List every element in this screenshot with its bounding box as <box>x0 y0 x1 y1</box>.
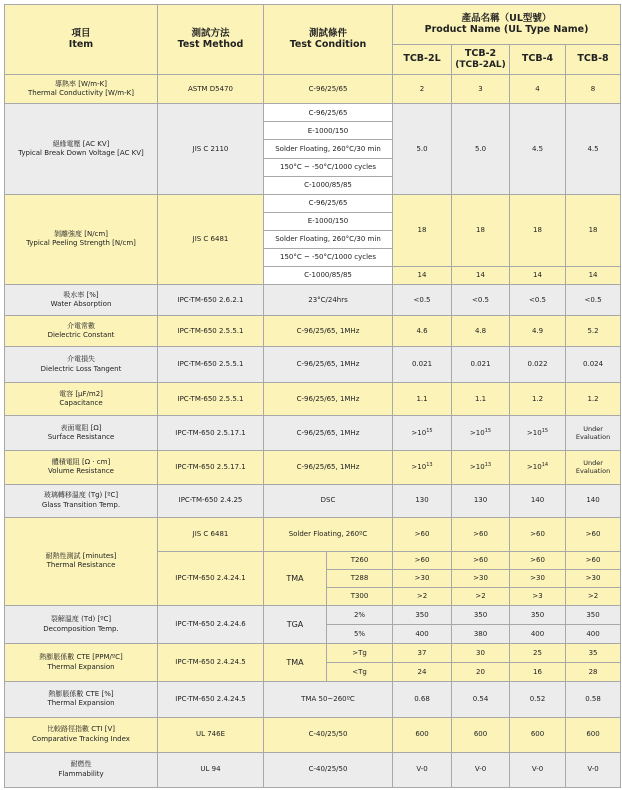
sub-condition-cell: 2% <box>327 606 393 625</box>
value-cell: >30 <box>566 570 621 588</box>
value-cell: 600 <box>566 717 621 752</box>
value-cell: <0.5 <box>452 284 510 315</box>
value-cell: >30 <box>393 570 452 588</box>
value-cell: <0.5 <box>510 284 566 315</box>
value-cell: 5.0 <box>393 104 452 194</box>
value-cell: 600 <box>393 717 452 752</box>
value-cell: 380 <box>452 625 510 644</box>
row-volume-resistance <box>5 450 621 484</box>
value-base: 10 <box>532 428 542 437</box>
sub-condition-cell: T288 <box>327 570 393 588</box>
value-cell: 400 <box>393 625 452 644</box>
value-cell: V-0 <box>566 752 621 787</box>
value-cell <box>566 450 621 484</box>
sub-condition-cell: 5% <box>327 625 393 644</box>
item-decomposition <box>5 606 158 644</box>
item-en: Thermal Conductivity [W/m-K] <box>28 89 134 98</box>
value-cell: 0.52 <box>510 682 566 717</box>
method-cell: IPC-TM-650 2.5.5.1 <box>158 347 264 383</box>
value-cell: 140 <box>510 484 566 517</box>
value-cell <box>452 416 510 450</box>
header-method-en: Test Method <box>177 38 244 50</box>
value-cell: >3 <box>510 588 566 606</box>
value-base: 10 <box>475 428 485 437</box>
value-cell <box>393 416 452 450</box>
item-en: Glass Transition Temp. <box>41 500 121 509</box>
value-prefix: > <box>526 428 533 437</box>
value-cell: 4.5 <box>510 104 566 194</box>
value-cell: >60 <box>566 517 621 551</box>
item-cte-pct <box>5 682 158 717</box>
item-zh: 耐燃性 <box>70 760 92 769</box>
item-water <box>5 284 158 315</box>
value-line: Under <box>583 424 603 433</box>
value-cell: <0.5 <box>393 284 452 315</box>
item-zh: 電容 [μF/m2] <box>59 389 103 398</box>
tga-cell: TGA <box>264 606 327 644</box>
value-cell: 0.021 <box>393 347 452 383</box>
row-thermal-resistance <box>5 517 621 551</box>
value-base: 10 <box>532 462 542 471</box>
row-glass-transition <box>5 484 621 517</box>
value-exponent: 13 <box>484 461 492 468</box>
condition-cell: Solder Floating, 260ºC <box>264 517 393 551</box>
row-flammability <box>5 752 621 787</box>
value-line: Under <box>583 459 603 468</box>
product-tcb-8: TCB-8 <box>566 45 621 75</box>
item-zh: 剝離強度 [N/cm] <box>54 229 108 238</box>
value-cell: 3 <box>452 75 510 104</box>
value-cell: 4.9 <box>510 316 566 347</box>
condition-cell: DSC <box>264 484 393 517</box>
value-cell <box>510 416 566 450</box>
value-cell: 350 <box>510 606 566 625</box>
header-method <box>158 5 264 75</box>
sub-condition-cell: <Tg <box>327 663 393 682</box>
value-cell: 0.021 <box>452 347 510 383</box>
condition-cell: E-1000/150 <box>264 212 393 230</box>
value-exponent: 14 <box>541 461 549 468</box>
condition-cell: C-96/25/65 <box>264 75 393 104</box>
item-en: Dielectric Constant <box>47 331 115 340</box>
value-cell: 350 <box>452 606 510 625</box>
condition-cell: TMA 50~260ºC <box>264 682 393 717</box>
value-cell: 350 <box>393 606 452 625</box>
condition-cell: C-96/25/65, 1MHz <box>264 383 393 416</box>
value-cell: 1.2 <box>510 383 566 416</box>
row-cte-pct <box>5 682 621 717</box>
value-cell: >60 <box>452 551 510 569</box>
item-peeling <box>5 194 158 284</box>
value-cell: 18 <box>510 194 566 266</box>
condition-cell: 150°C ~ -50°C/1000 cycles <box>264 248 393 266</box>
item-cte-ppm <box>5 644 158 682</box>
value-cell: 5.0 <box>452 104 510 194</box>
item-loss-tangent <box>5 347 158 383</box>
row-loss-tangent <box>5 347 621 383</box>
value-cell: 4.5 <box>566 104 621 194</box>
value-base: 10 <box>417 462 427 471</box>
product-tcb-4: TCB-4 <box>510 45 566 75</box>
value-cell: 4 <box>510 75 566 104</box>
method-cell: ASTM D5470 <box>158 75 264 104</box>
item-zh: 裂解溫度 (Td) [ºC] <box>50 615 112 624</box>
value-cell: >60 <box>393 551 452 569</box>
value-cell: >30 <box>452 570 510 588</box>
row-cti <box>5 717 621 752</box>
method-cell: UL 746E <box>158 717 264 752</box>
condition-cell: C-96/25/65 <box>264 194 393 212</box>
condition-cell: 23°C/24hrs <box>264 284 393 315</box>
row-peeling <box>5 194 621 212</box>
value-cell: >2 <box>566 588 621 606</box>
value-cell: 14 <box>566 266 621 284</box>
value-cell: 30 <box>452 644 510 663</box>
sub-condition-cell: T300 <box>327 588 393 606</box>
row-capacitance <box>5 383 621 416</box>
item-zh: 熱膨脹係數 CTE [PPM/ºC] <box>39 653 123 662</box>
row-water <box>5 284 621 315</box>
header-condition-en: Test Condition <box>289 38 367 50</box>
item-zh: 體積電阻 [Ω · cm] <box>51 457 111 466</box>
product-tcb-2al-label: (TCB-2AL) <box>455 59 506 70</box>
condition-cell: C-96/25/65 <box>264 104 393 122</box>
item-volume-resistance <box>5 450 158 484</box>
item-thermal-conductivity <box>5 75 158 104</box>
condition-cell: E-1000/150 <box>264 122 393 140</box>
header-product <box>393 5 621 45</box>
value-exponent: 15 <box>541 427 549 434</box>
item-en: Thermal Expansion <box>47 662 115 671</box>
condition-cell: C-96/25/65, 1MHz <box>264 347 393 383</box>
value-cell: 20 <box>452 663 510 682</box>
value-prefix: > <box>469 428 476 437</box>
product-tcb-2-label: TCB-2 <box>464 48 497 60</box>
item-breakdown <box>5 104 158 194</box>
value-cell: 14 <box>510 266 566 284</box>
item-en: Typical Peeling Strength [N/cm] <box>26 239 136 248</box>
item-en: Decomposition Temp. <box>43 624 119 633</box>
value-cell: 0.58 <box>566 682 621 717</box>
value-cell <box>510 450 566 484</box>
product-tcb-2l: TCB-2L <box>393 45 452 75</box>
value-cell: >60 <box>510 551 566 569</box>
header-row <box>5 5 621 45</box>
value-cell: 18 <box>393 194 452 266</box>
item-zh: 表面電阻 [Ω] <box>60 423 102 432</box>
item-zh: 介電常數 <box>67 321 95 330</box>
row-thermal-conductivity <box>5 75 621 104</box>
item-zh: 介電損失 <box>67 355 95 364</box>
header-product-en: Product Name (UL Type Name) <box>424 23 589 35</box>
condition-cell: C-96/25/65, 1MHz <box>264 450 393 484</box>
condition-cell: Solder Floating, 260°C/30 min <box>264 140 393 158</box>
value-cell: 37 <box>393 644 452 663</box>
value-cell: 600 <box>452 717 510 752</box>
condition-cell: C-96/25/65, 1MHz <box>264 316 393 347</box>
value-cell: 0.022 <box>510 347 566 383</box>
header-condition <box>264 5 393 75</box>
item-zh: 耐熱性測試 [minutes] <box>45 552 117 561</box>
method-cell: IPC-TM-650 2.6.2.1 <box>158 284 264 315</box>
method-cell: JIS C 6481 <box>158 517 264 551</box>
value-cell: 400 <box>510 625 566 644</box>
item-glass-transition <box>5 484 158 517</box>
value-cell: 130 <box>452 484 510 517</box>
item-en: Capacitance <box>59 399 103 408</box>
value-cell: >2 <box>452 588 510 606</box>
value-cell <box>566 416 621 450</box>
sub-condition-cell: >Tg <box>327 644 393 663</box>
value-cell: >30 <box>510 570 566 588</box>
item-en: Volume Resistance <box>48 467 114 476</box>
item-zh: 吸水率 [%] <box>63 290 99 299</box>
value-base: 10 <box>417 428 427 437</box>
value-cell: 140 <box>566 484 621 517</box>
value-cell: 8 <box>566 75 621 104</box>
value-cell: 1.1 <box>393 383 452 416</box>
method-cell: IPC-TM-650 2.4.24.5 <box>158 682 264 717</box>
tma-cell: TMA <box>264 551 327 605</box>
method-cell: IPC-TM-650 2.4.25 <box>158 484 264 517</box>
value-prefix: > <box>526 462 533 471</box>
spec-table <box>4 4 621 788</box>
value-cell: 600 <box>510 717 566 752</box>
method-cell: JIS C 6481 <box>158 194 264 284</box>
value-prefix: > <box>411 428 418 437</box>
item-zh: 比較路徑指數 CTI [V] <box>47 725 115 734</box>
value-cell: 2 <box>393 75 452 104</box>
item-capacitance <box>5 383 158 416</box>
condition-cell: 150°C ~ -50°C/1000 cycles <box>264 158 393 176</box>
item-thermal-resistance <box>5 517 158 605</box>
value-cell: 400 <box>566 625 621 644</box>
value-cell: 5.2 <box>566 316 621 347</box>
value-cell: 14 <box>393 266 452 284</box>
value-cell: <0.5 <box>566 284 621 315</box>
item-en: Water Absorption <box>50 300 112 309</box>
value-cell: 0.68 <box>393 682 452 717</box>
condition-cell: Solder Floating, 260°C/30 min <box>264 230 393 248</box>
header-item <box>5 5 158 75</box>
value-cell: V-0 <box>510 752 566 787</box>
value-cell: V-0 <box>393 752 452 787</box>
value-line: Evaluation <box>575 433 611 442</box>
method-cell: IPC-TM-650 2.4.24.6 <box>158 606 264 644</box>
item-en: Typical Break Down Voltage [AC KV] <box>18 149 144 158</box>
value-cell: 25 <box>510 644 566 663</box>
row-cte-ppm-gt <box>5 644 621 663</box>
condition-cell: C-1000/85/85 <box>264 266 393 284</box>
header-product-zh: 產品名稱（UL型號） <box>461 12 552 24</box>
method-cell: IPC-TM-650 2.4.24.1 <box>158 551 264 605</box>
value-cell: 4.6 <box>393 316 452 347</box>
condition-cell: C-96/25/65, 1MHz <box>264 416 393 450</box>
item-zh: 絕緣電壓 [AC KV] <box>52 139 110 148</box>
value-cell: 28 <box>566 663 621 682</box>
header-condition-zh: 測試條件 <box>309 27 348 39</box>
row-surface-resistance <box>5 416 621 450</box>
sub-condition-cell: T260 <box>327 551 393 569</box>
item-en: Comparative Tracking Index <box>32 734 130 743</box>
value-exponent: 15 <box>426 427 433 434</box>
item-en: Thermal Resistance <box>46 561 116 570</box>
item-dielectric-constant <box>5 316 158 347</box>
method-cell: IPC-TM-650 2.5.5.1 <box>158 383 264 416</box>
method-cell: IPC-TM-650 2.5.17.1 <box>158 416 264 450</box>
value-cell: V-0 <box>452 752 510 787</box>
item-en: Surface Resistance <box>47 433 115 442</box>
value-cell: 130 <box>393 484 452 517</box>
item-en: Dielectric Loss Tangent <box>40 364 122 373</box>
value-cell: >60 <box>452 517 510 551</box>
condition-cell: C-40/25/50 <box>264 752 393 787</box>
value-cell: 35 <box>566 644 621 663</box>
tma-cell: TMA <box>264 644 327 682</box>
row-decomposition-2 <box>5 606 621 625</box>
header-item-en: Item <box>68 38 94 50</box>
method-cell: IPC-TM-650 2.5.5.1 <box>158 316 264 347</box>
value-cell: 16 <box>510 663 566 682</box>
value-cell: 14 <box>452 266 510 284</box>
item-zh: 玻璃轉移溫度 (Tg) [ºC] <box>43 491 119 500</box>
item-zh: 導熱率 [W/m-K] <box>55 79 107 88</box>
item-surface-resistance <box>5 416 158 450</box>
value-cell: >60 <box>393 517 452 551</box>
value-cell <box>393 450 452 484</box>
header-method-zh: 測試方法 <box>191 27 230 39</box>
method-cell: JIS C 2110 <box>158 104 264 194</box>
value-cell: 0.024 <box>566 347 621 383</box>
item-cti <box>5 717 158 752</box>
value-prefix: > <box>469 462 476 471</box>
value-cell: 18 <box>452 194 510 266</box>
value-exponent: 15 <box>484 427 492 434</box>
item-zh: 熱膨脹係數 CTE [%] <box>48 690 114 699</box>
condition-cell: C-40/25/50 <box>264 717 393 752</box>
value-cell: >60 <box>566 551 621 569</box>
value-cell: 350 <box>566 606 621 625</box>
row-breakdown <box>5 104 621 122</box>
item-flammability <box>5 752 158 787</box>
value-base: 10 <box>475 462 485 471</box>
value-cell: 0.54 <box>452 682 510 717</box>
value-cell: 18 <box>566 194 621 266</box>
value-cell: >2 <box>393 588 452 606</box>
item-en: Thermal Expansion <box>47 699 115 708</box>
value-cell: 1.2 <box>566 383 621 416</box>
value-line: Evaluation <box>575 467 611 476</box>
method-cell: UL 94 <box>158 752 264 787</box>
product-tcb-2 <box>452 45 510 75</box>
condition-cell: C-1000/85/85 <box>264 176 393 194</box>
value-prefix: > <box>411 462 418 471</box>
item-en: Flammability <box>58 769 104 778</box>
value-cell: >60 <box>510 517 566 551</box>
method-cell: IPC-TM-650 2.4.24.5 <box>158 644 264 682</box>
value-cell: 4.8 <box>452 316 510 347</box>
row-dielectric-constant <box>5 316 621 347</box>
header-item-zh: 項目 <box>71 27 91 39</box>
value-cell <box>452 450 510 484</box>
value-exponent: 13 <box>426 461 433 468</box>
method-cell: IPC-TM-650 2.5.17.1 <box>158 450 264 484</box>
value-cell: 24 <box>393 663 452 682</box>
value-cell: 1.1 <box>452 383 510 416</box>
